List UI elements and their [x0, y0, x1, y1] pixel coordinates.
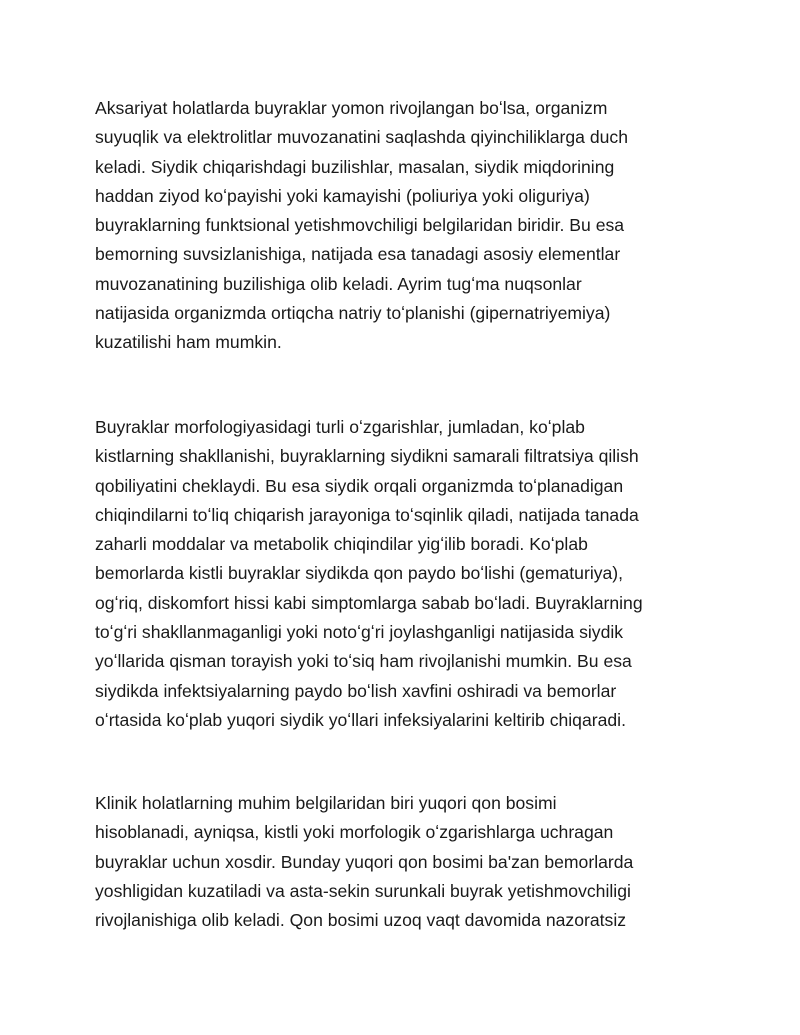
paragraph-kidney-morphology: Buyraklar morfologiyasidagi turli oʻzgarishlar, jumladan, koʻplab kistlarning shakllanishi, buyraklarning siydikni samarali filtratsiya qilish qobiliyatini cheklaydi. Bu esa siydik orqali organizmda toʻplanadigan chiqindilarni toʻliq chiqarish jarayoniga toʻsqinlik qiladi, natijada tanada zaharli moddalar va metabolik chiqindilar yigʻilib boradi. Koʻplab bemorlarda kistli buyraklar siydikda qon paydo boʻlishi (gematuriya), ogʻriq, diskomfort hissi kabi simptomlarga sabab boʻladi. Buyraklarning toʻgʻri shakllanmaganligi yoki notoʻgʻri joylashganligi natijasida siydik yoʻllarida qisman torayish yoki toʻsiq ham rivojlanishi mumkin. Bu esa siydikda infektsiyalarning paydo boʻlish xavfini oshiradi va bemorlar oʻrtasida koʻplab yuqori siydik yoʻllari infeksiyalarini keltirib chiqaradi.	[95, 417, 643, 730]
paragraph-kidney-fluid-balance: Aksariyat holatlarda buyraklar yomon rivojlangan boʻlsa, organizm suyuqlik va elektrolitlar muvozanatini saqlashda qiyinchiliklarga duch keladi. Siydik chiqarishdagi buzilishlar, masalan, siydik miqdorining haddan ziyod koʻpayishi yoki kamayishi (poliuriya yoki oliguriya) buyraklarning funktsional yetishmovchiligi belgilaridan biridir. Bu esa bemorning suvsizlanishiga, natijada esa tanadagi asosiy elementlar muvozanatining buzilishiga olib keladi. Ayrim tugʻma nuqsonlar natijasida organizmda ortiqcha natriy toʻplanishi (gipernatriyemiya) kuzatilishi ham mumkin.	[95, 98, 628, 353]
paragraph-blood-pressure: Klinik holatlarning muhim belgilaridan biri yuqori qon bosimi hisoblanadi, ayniqsa, kistli yoki morfologik oʻzgarishlarga uchragan buyraklar uchun xosdir. Bunday yuqori qon bosimi ba'zan bemorlarda yoshligidan kuzatiladi va asta-sekin surunkali buyrak yetishmovchiligi rivojlanishiga olib keladi. Qon bosimi uzoq vaqt davomida nazoratsiz	[95, 793, 634, 931]
